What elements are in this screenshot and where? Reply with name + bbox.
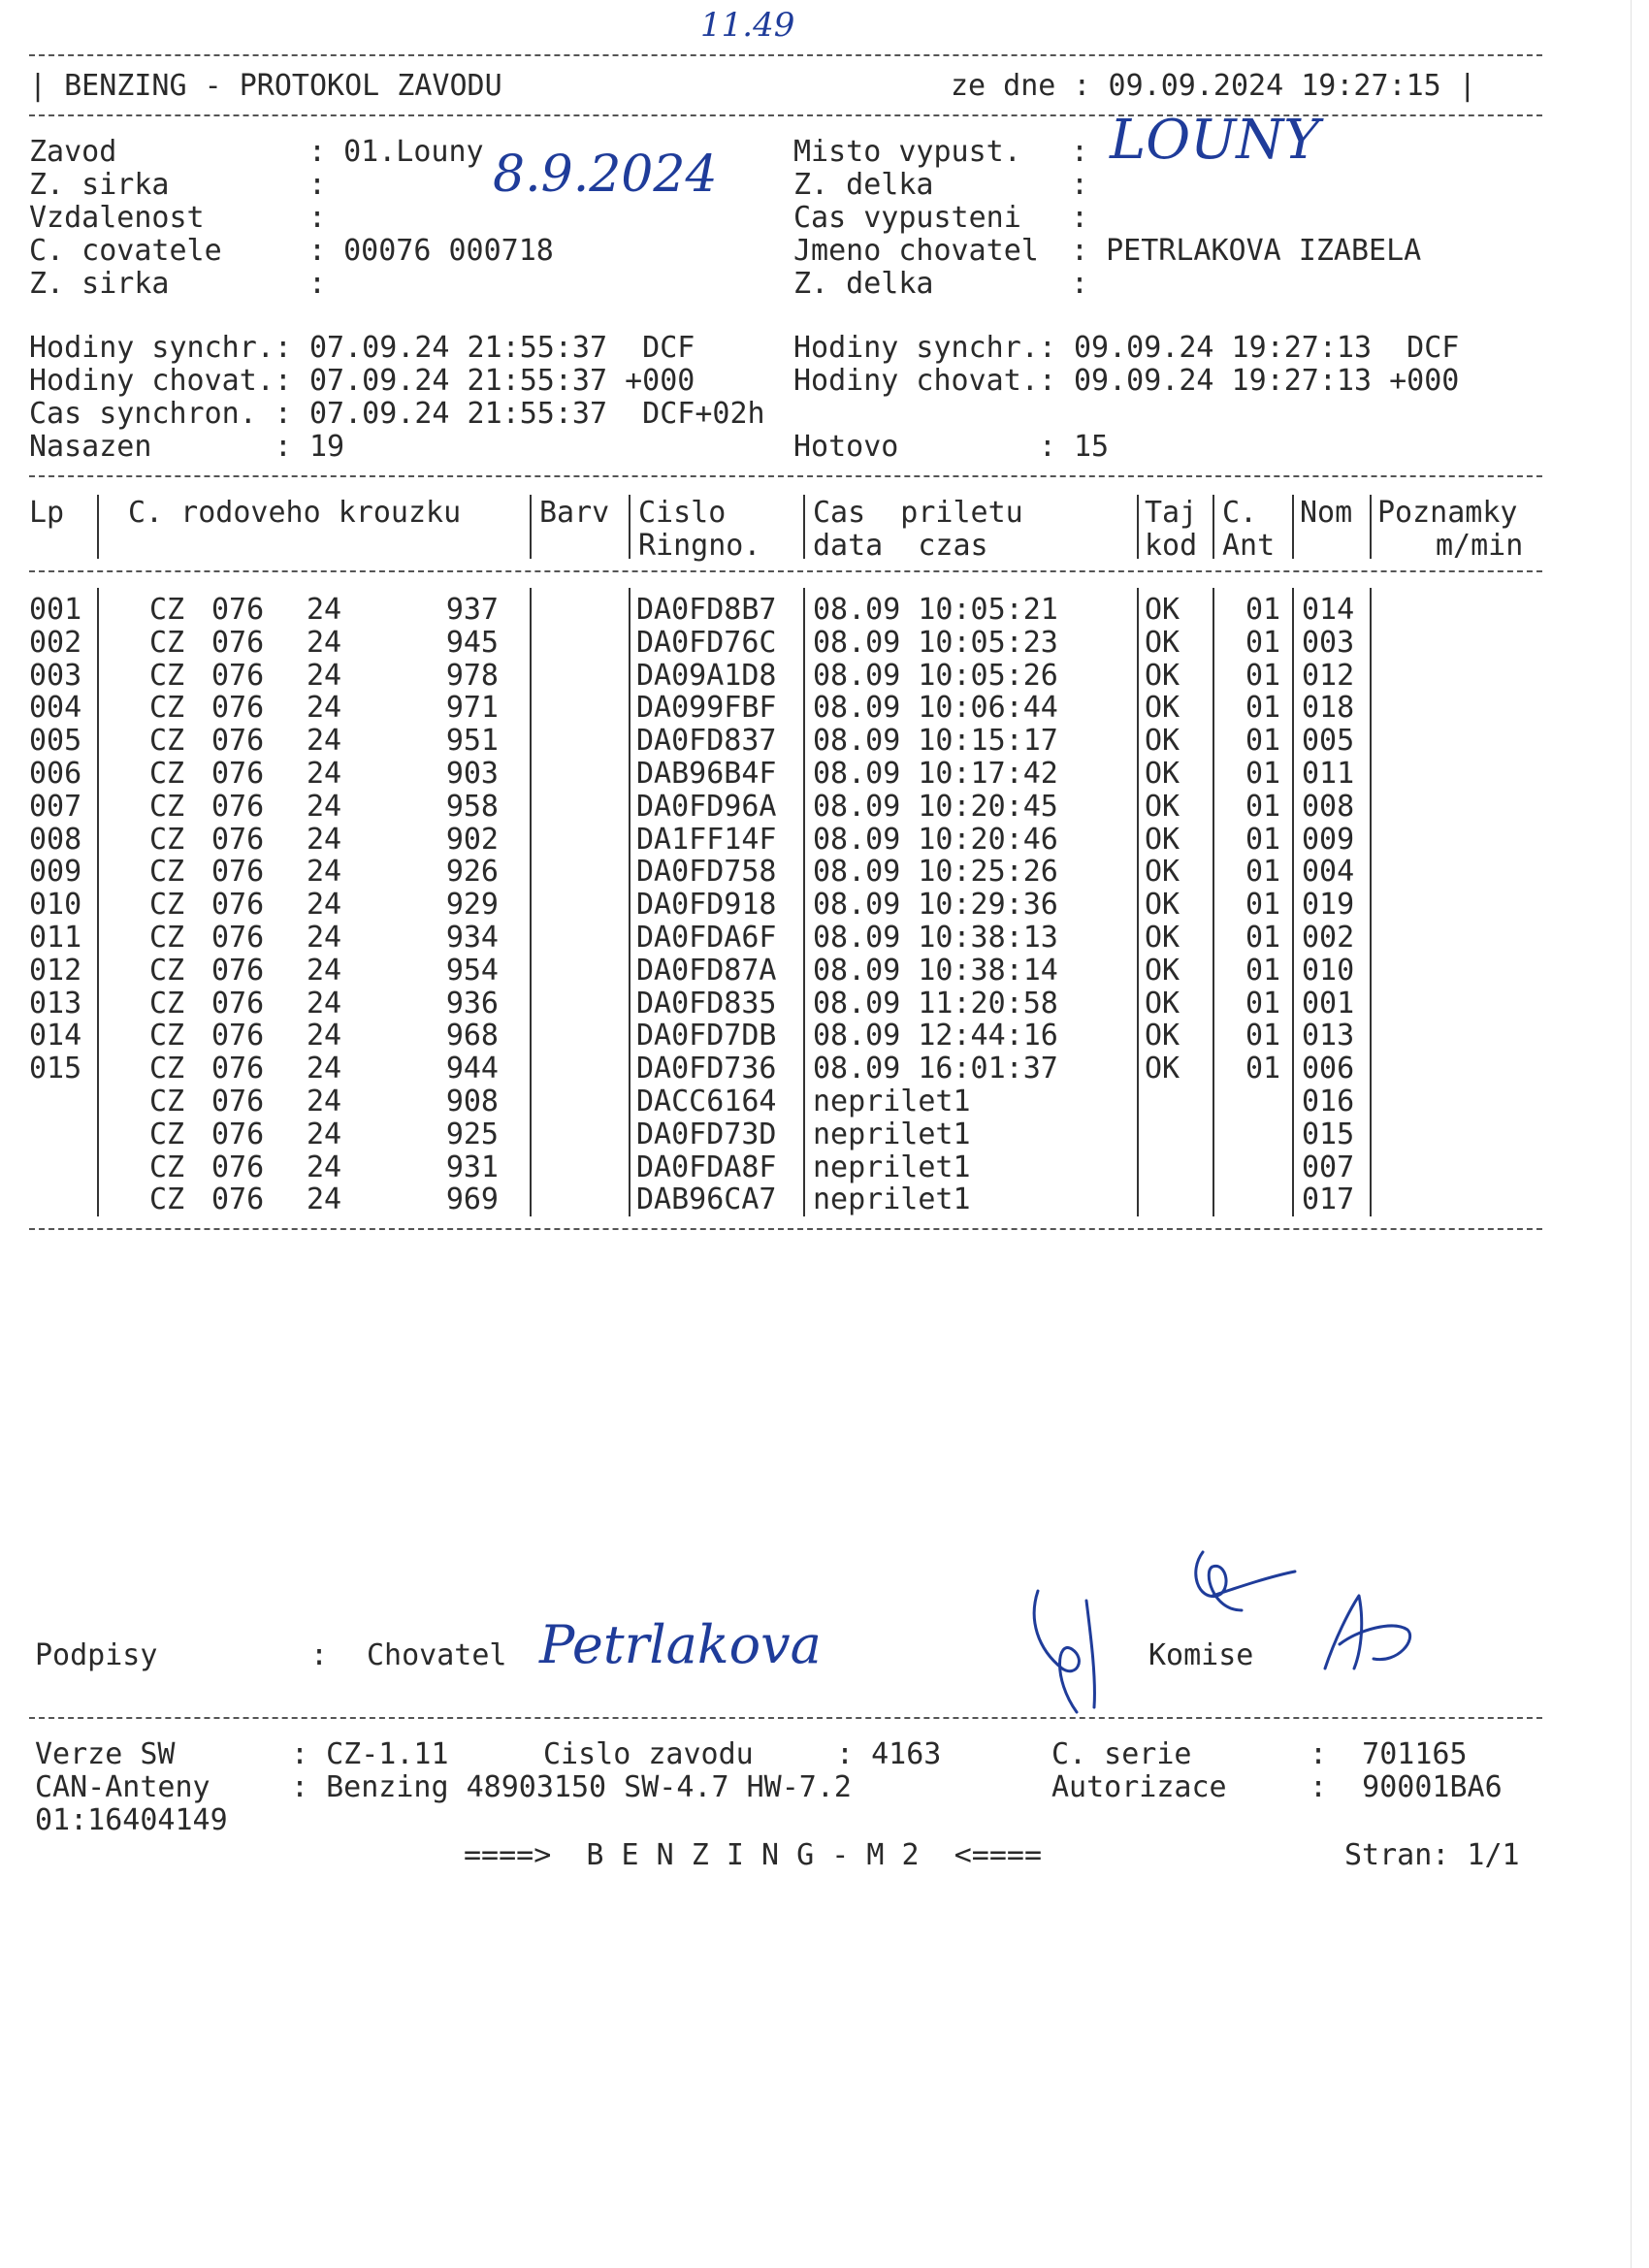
cell-taj: OK	[1145, 691, 1180, 726]
cell-ant: 01	[1245, 789, 1281, 824]
cell-year: 24	[307, 1183, 342, 1217]
cell-ring-number: 929	[445, 888, 499, 923]
handwritten-top-note: 11.49	[700, 6, 795, 45]
cell-year: 24	[307, 1085, 342, 1118]
cell-code: 076	[211, 1150, 265, 1184]
cell-ant: 01	[1245, 822, 1281, 857]
cell-country: CZ	[149, 986, 185, 1021]
cell-ring-number: 954	[445, 953, 499, 988]
cell-nom: 007	[1302, 1150, 1355, 1184]
info-value: :	[308, 168, 327, 202]
cell-lp: 004	[29, 691, 82, 726]
committee-signature-1	[1018, 1581, 1135, 1717]
col-separator	[803, 495, 805, 559]
cell-year: 24	[307, 986, 342, 1021]
cell-ring-number: 968	[445, 1019, 499, 1053]
cell-chip: DA09A1D8	[636, 658, 777, 693]
cell-code: 076	[211, 1019, 265, 1053]
cell-lp: 001	[29, 593, 82, 627]
cell-nom: 012	[1302, 658, 1355, 693]
cell-country: CZ	[149, 822, 185, 857]
cell-nom: 002	[1302, 921, 1355, 955]
cell-code: 076	[211, 953, 265, 988]
col-ant: Ant	[1222, 529, 1276, 563]
cell-code: 076	[211, 724, 265, 759]
cell-ant: 01	[1245, 888, 1281, 923]
cell-arrival: 08.09 11:20:58	[813, 986, 1058, 1021]
cell-chip: DA0FDA8F	[636, 1150, 777, 1184]
cell-arrival: neprilet1	[813, 1117, 971, 1151]
info-value: : 01.Louny	[308, 135, 484, 169]
info-value: :	[308, 267, 327, 301]
cell-nom: 006	[1302, 1052, 1355, 1086]
col-separator	[1212, 588, 1214, 1216]
cell-lp: 014	[29, 1019, 82, 1053]
cell-nom: 015	[1302, 1117, 1355, 1151]
handwritten-date: 8.9.2024	[493, 146, 718, 204]
cell-chip: DA0FD918	[636, 888, 777, 923]
cell-ant: 01	[1245, 691, 1281, 726]
cell-nom: 010	[1302, 953, 1355, 988]
cell-year: 24	[307, 724, 342, 759]
cell-ring-number: 945	[445, 625, 499, 660]
cell-taj: OK	[1145, 593, 1180, 627]
cell-chip: DA0FD835	[636, 986, 777, 1021]
cell-ant: 01	[1245, 986, 1281, 1021]
footer-race-label: Cislo zavodu	[543, 1737, 754, 1771]
cell-ant: 01	[1245, 724, 1281, 759]
cell-arrival: 08.09 10:15:17	[813, 724, 1058, 759]
protocol-date: ze dne : 09.09.2024 19:27:15 |	[951, 69, 1476, 103]
breeder-label: Chovatel	[367, 1638, 507, 1672]
cell-year: 24	[307, 888, 342, 923]
cell-country: CZ	[149, 1183, 185, 1217]
cell-code: 076	[211, 921, 265, 955]
cell-arrival: neprilet1	[813, 1183, 971, 1217]
info-value: :	[1071, 201, 1089, 235]
cell-country: CZ	[149, 691, 185, 726]
sync-left-3: Cas synchron. : 07.09.24 21:55:37 DCF+02h	[29, 397, 765, 431]
cell-country: CZ	[149, 1085, 185, 1118]
cell-ring-number: 958	[445, 789, 499, 824]
info-label: Vzdalenost	[29, 201, 205, 235]
cell-country: CZ	[149, 658, 185, 693]
divider	[29, 475, 1542, 477]
cell-arrival: 08.09 10:05:26	[813, 658, 1058, 693]
protocol-title: | BENZING - PROTOKOL ZAVODU	[29, 69, 502, 103]
cell-country: CZ	[149, 921, 185, 955]
col-barv: Barv	[539, 496, 610, 530]
cell-country: CZ	[149, 1052, 185, 1086]
info-value: : PETRLAKOVA IZABELA	[1071, 234, 1422, 268]
cell-country: CZ	[149, 1019, 185, 1053]
cell-taj: OK	[1145, 986, 1180, 1021]
cell-ring-number: 902	[445, 822, 499, 857]
cell-nom: 013	[1302, 1019, 1355, 1053]
info-value: : 00076 000718	[308, 234, 554, 268]
footer-id: 01:16404149	[35, 1803, 228, 1837]
cell-arrival: neprilet1	[813, 1085, 971, 1118]
info-label: Z. delka	[793, 267, 934, 301]
footer-can-value: : Benzing 48903150 SW-4.7 HW-7.2	[291, 1770, 852, 1804]
cell-country: CZ	[149, 789, 185, 824]
cell-country: CZ	[149, 593, 185, 627]
cell-taj: OK	[1145, 1052, 1180, 1086]
handwritten-place: LOUNY	[1110, 109, 1320, 172]
divider	[29, 1228, 1542, 1230]
cell-ring-number: 908	[445, 1085, 499, 1118]
info-label: Zavod	[29, 135, 117, 169]
cell-ring-number: 951	[445, 724, 499, 759]
info-label: Z. delka	[793, 168, 934, 202]
cell-arrival: 08.09 10:17:42	[813, 757, 1058, 791]
committee-signature-3	[1315, 1591, 1422, 1678]
committee-signature-2	[1174, 1542, 1300, 1630]
cell-year: 24	[307, 953, 342, 988]
sync-left-4: Nasazen : 19	[29, 430, 345, 464]
cell-lp: 002	[29, 625, 82, 660]
cell-chip: DA0FDA6F	[636, 921, 777, 955]
cell-ant: 01	[1245, 658, 1281, 693]
info-label: Cas vypusteni	[793, 201, 1021, 235]
col-poznamky: Poznamky	[1377, 496, 1518, 530]
cell-ring-number: 931	[445, 1150, 499, 1184]
col-separator	[1292, 588, 1294, 1216]
cell-year: 24	[307, 921, 342, 955]
col-separator	[530, 495, 532, 559]
col-separator	[97, 495, 99, 559]
cell-ant: 01	[1245, 1052, 1281, 1086]
cell-nom: 016	[1302, 1085, 1355, 1118]
cell-year: 24	[307, 789, 342, 824]
cell-arrival: 08.09 10:25:26	[813, 855, 1058, 890]
info-value: :	[1071, 267, 1089, 301]
cell-lp: 015	[29, 1052, 82, 1086]
cell-taj: OK	[1145, 855, 1180, 890]
cell-year: 24	[307, 593, 342, 627]
cell-nom: 005	[1302, 724, 1355, 759]
info-label: Misto vypust.	[793, 135, 1021, 169]
cell-nom: 009	[1302, 822, 1355, 857]
col-taj: Taj	[1145, 496, 1198, 530]
cell-arrival: 08.09 10:29:36	[813, 888, 1058, 923]
cell-lp: 013	[29, 986, 82, 1021]
cell-lp: 008	[29, 822, 82, 857]
cell-nom: 008	[1302, 789, 1355, 824]
cell-ant: 01	[1245, 921, 1281, 955]
cell-code: 076	[211, 625, 265, 660]
cell-code: 076	[211, 593, 265, 627]
col-separator	[97, 588, 99, 1216]
cell-arrival: 08.09 12:44:16	[813, 1019, 1058, 1053]
cell-nom: 014	[1302, 593, 1355, 627]
col-cas: Cas priletu	[813, 496, 1023, 530]
footer-auth-value: : 90001BA6	[1310, 1770, 1503, 1804]
cell-country: CZ	[149, 625, 185, 660]
footer-race-value: : 4163	[836, 1737, 942, 1771]
cell-taj: OK	[1145, 724, 1180, 759]
cell-arrival: neprilet1	[813, 1150, 971, 1184]
cell-lp: 007	[29, 789, 82, 824]
cell-lp: 011	[29, 921, 82, 955]
cell-country: CZ	[149, 888, 185, 923]
cell-lp: 003	[29, 658, 82, 693]
scan-edge	[1631, 0, 1632, 2268]
cell-ring-number: 903	[445, 757, 499, 791]
info-label: Jmeno chovatel	[793, 234, 1039, 268]
cell-chip: DA0FD7DB	[636, 1019, 777, 1053]
cell-nom: 003	[1302, 625, 1355, 660]
cell-lp: 009	[29, 855, 82, 890]
cell-ant: 01	[1245, 625, 1281, 660]
sync-left-1: Hodiny synchr.: 07.09.24 21:55:37 DCF	[29, 331, 695, 365]
cell-ring-number: 937	[445, 593, 499, 627]
col-c: C.	[1222, 496, 1258, 530]
cell-code: 076	[211, 855, 265, 890]
cell-nom: 001	[1302, 986, 1355, 1021]
cell-country: CZ	[149, 953, 185, 988]
cell-ring-number: 971	[445, 691, 499, 726]
footer-serie-label: C. serie	[1051, 1737, 1192, 1771]
divider	[29, 570, 1542, 572]
cell-chip: DA1FF14F	[636, 822, 777, 857]
cell-chip: DA0FD8B7	[636, 593, 777, 627]
col-nom: Nom	[1300, 496, 1353, 530]
info-label: Z. sirka	[29, 168, 170, 202]
cell-code: 076	[211, 789, 265, 824]
cell-code: 076	[211, 1117, 265, 1151]
cell-lp: 012	[29, 953, 82, 988]
cell-ring-number: 926	[445, 855, 499, 890]
col-separator	[629, 495, 630, 559]
col-separator	[803, 588, 805, 1216]
cell-chip: DAB96CA7	[636, 1183, 777, 1217]
footer-page: Stran: 1/1	[1344, 1838, 1520, 1872]
cell-code: 076	[211, 691, 265, 726]
cell-nom: 018	[1302, 691, 1355, 726]
cell-year: 24	[307, 757, 342, 791]
cell-nom: 011	[1302, 757, 1355, 791]
cell-country: CZ	[149, 1150, 185, 1184]
col-ring: C. rodoveho krouzku	[128, 496, 462, 530]
cell-year: 24	[307, 822, 342, 857]
cell-country: CZ	[149, 855, 185, 890]
breeder-signature: Petrlakova	[539, 1614, 822, 1675]
footer-sw-label: Verze SW	[35, 1737, 176, 1771]
sync-left-2: Hodiny chovat.: 07.09.24 21:55:37 +000	[29, 364, 695, 398]
cell-ant: 01	[1245, 757, 1281, 791]
cell-year: 24	[307, 1052, 342, 1086]
col-ringno: Ringno.	[638, 529, 761, 563]
col-separator	[1370, 495, 1372, 559]
cell-arrival: 08.09 10:06:44	[813, 691, 1058, 726]
col-lp: Lp	[29, 496, 65, 530]
col-separator	[1137, 495, 1139, 559]
info-label: Z. sirka	[29, 267, 170, 301]
col-separator	[530, 588, 532, 1216]
cell-ring-number: 934	[445, 921, 499, 955]
cell-taj: OK	[1145, 789, 1180, 824]
col-mmin: m/min	[1436, 529, 1524, 563]
cell-ring-number: 925	[445, 1117, 499, 1151]
col-separator	[1212, 495, 1214, 559]
info-value: :	[1071, 168, 1089, 202]
cell-taj: OK	[1145, 888, 1180, 923]
cell-code: 076	[211, 986, 265, 1021]
col-cislo: Cislo	[638, 496, 727, 530]
cell-chip: DA0FD758	[636, 855, 777, 890]
cell-taj: OK	[1145, 1019, 1180, 1053]
cell-arrival: 08.09 10:20:46	[813, 822, 1058, 857]
cell-ant: 01	[1245, 953, 1281, 988]
cell-ant: 01	[1245, 855, 1281, 890]
info-value: :	[308, 201, 327, 235]
footer-can-label: CAN-Anteny	[35, 1770, 210, 1804]
cell-ring-number: 978	[445, 658, 499, 693]
cell-code: 076	[211, 1183, 265, 1217]
cell-taj: OK	[1145, 757, 1180, 791]
cell-arrival: 08.09 10:05:23	[813, 625, 1058, 660]
sync-right-2: Hodiny chovat.: 09.09.24 19:27:13 +000	[793, 364, 1460, 398]
footer-auth-label: Autorizace	[1051, 1770, 1227, 1804]
cell-chip: DAB96B4F	[636, 757, 777, 791]
cell-chip: DACC6164	[636, 1085, 777, 1118]
cell-code: 076	[211, 1085, 265, 1118]
col-separator	[629, 588, 630, 1216]
cell-year: 24	[307, 658, 342, 693]
cell-arrival: 08.09 10:20:45	[813, 789, 1058, 824]
cell-year: 24	[307, 1019, 342, 1053]
sync-right-4: Hotovo : 15	[793, 430, 1110, 464]
cell-taj: OK	[1145, 921, 1180, 955]
signatures-label: Podpisy	[35, 1638, 158, 1672]
cell-chip: DA0FD96A	[636, 789, 777, 824]
cell-chip: DA0FD736	[636, 1052, 777, 1086]
cell-nom: 017	[1302, 1183, 1355, 1217]
cell-year: 24	[307, 855, 342, 890]
cell-ant: 01	[1245, 1019, 1281, 1053]
cell-code: 076	[211, 757, 265, 791]
col-separator	[1137, 588, 1139, 1216]
cell-ring-number: 936	[445, 986, 499, 1021]
cell-year: 24	[307, 625, 342, 660]
cell-lp: 010	[29, 888, 82, 923]
col-datacas: data czas	[813, 529, 988, 563]
col-separator	[1370, 588, 1372, 1216]
col-separator	[1292, 495, 1294, 559]
divider	[29, 1717, 1542, 1719]
cell-taj: OK	[1145, 822, 1180, 857]
cell-lp: 006	[29, 757, 82, 791]
cell-country: CZ	[149, 1117, 185, 1151]
cell-chip: DA0FD837	[636, 724, 777, 759]
signatures-colon: :	[310, 1638, 329, 1672]
info-value: :	[1071, 135, 1089, 169]
col-kod: kod	[1145, 529, 1198, 563]
sync-right-1: Hodiny synchr.: 09.09.24 19:27:13 DCF	[793, 331, 1460, 365]
footer-brand: ====> B E N Z I N G - M 2 <====	[464, 1838, 1043, 1872]
cell-nom: 004	[1302, 855, 1355, 890]
cell-ant: 01	[1245, 593, 1281, 627]
cell-taj: OK	[1145, 658, 1180, 693]
cell-code: 076	[211, 1052, 265, 1086]
info-label: C. covatele	[29, 234, 222, 268]
cell-year: 24	[307, 1150, 342, 1184]
footer-serie-value: : 701165	[1310, 1737, 1468, 1771]
cell-taj: OK	[1145, 953, 1180, 988]
cell-ring-number: 969	[445, 1183, 499, 1217]
cell-chip: DA0FD73D	[636, 1117, 777, 1151]
cell-chip: DA0FD76C	[636, 625, 777, 660]
cell-country: CZ	[149, 724, 185, 759]
footer-sw-value: : CZ-1.11	[291, 1737, 449, 1771]
cell-taj: OK	[1145, 625, 1180, 660]
cell-chip: DA0FD87A	[636, 953, 777, 988]
cell-code: 076	[211, 888, 265, 923]
divider	[29, 54, 1542, 56]
cell-chip: DA099FBF	[636, 691, 777, 726]
cell-ring-number: 944	[445, 1052, 499, 1086]
cell-country: CZ	[149, 757, 185, 791]
cell-arrival: 08.09 10:38:13	[813, 921, 1058, 955]
cell-lp: 005	[29, 724, 82, 759]
cell-arrival: 08.09 10:38:14	[813, 953, 1058, 988]
cell-nom: 019	[1302, 888, 1355, 923]
cell-year: 24	[307, 691, 342, 726]
cell-code: 076	[211, 658, 265, 693]
cell-arrival: 08.09 10:05:21	[813, 593, 1058, 627]
cell-year: 24	[307, 1117, 342, 1151]
committee-label: Komise	[1148, 1638, 1254, 1672]
cell-arrival: 08.09 16:01:37	[813, 1052, 1058, 1086]
cell-code: 076	[211, 822, 265, 857]
